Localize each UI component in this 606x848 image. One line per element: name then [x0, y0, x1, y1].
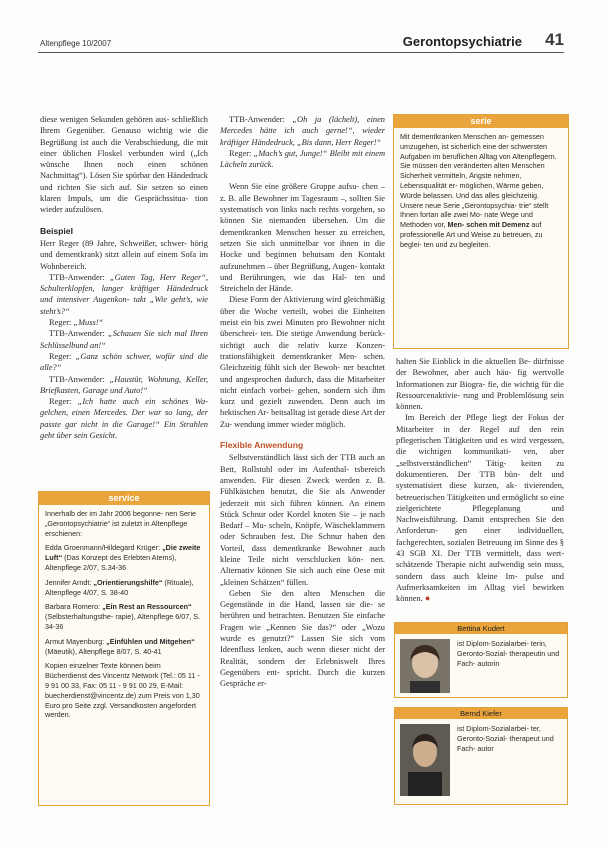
magazine-issue: Altenpflege 10/2007: [40, 39, 112, 48]
end-mark: ●: [424, 593, 431, 604]
dialogue-line: TTB-Anwender: „Oh ja (lächelt), einen Mercedes hätte ich auch gerne!“, wieder kräftiger Händedruck, „Bis dann, Herr Reger!“: [220, 115, 385, 147]
dialogue-line: TTB-Anwender: „Haustür, Wohnung, Keller, Briefkasten, Garage und Auto!“: [40, 374, 208, 395]
page-number: 41: [545, 30, 564, 49]
paragraph: Im Bereich der Pflege liegt der Fokus der Mitarbeiter in der Regel auf den rein pflegerischen Tätigkeiten und es wird vergessen, die wichtigen kommunikati- ven, aber „selbstverständlichen“ Tätig- keiten zu dokumentieren. Der TTB bün- delt und systematisiert diese kurzen, ak- tivierenden, betreuerischen Tätigkeiten und ermöglicht so eine zielgerichtete Pflegeplanung und Nachweisführung. Damit entsprechen Sie den Anforderun- gen einer individuellen, fachgerechten, sozialen Betreuung im Sinne des § 43 SGB XI. Der TTB vermittelt, dass wert- schätzende Therapie nicht aufwendig sein muss, sondern dass auch kleine Im- pulse und Aufmerksamkeiten im Alltag viel bewirken können. ●: [396, 413, 564, 604]
author-bio: ist Diplom-Sozialarbei- ter, Geronto-Sozial- therapeut und Fach- autor: [457, 724, 554, 753]
author-photo: [400, 639, 450, 693]
dialogue-line: TTB-Anwender: „Guten Tag, Herr Reger“, Schulterklopfen, langer kräftiger Händedruck und intensiver Augenkon- takt „Wie geht’s, wie steht’s?“: [40, 272, 208, 316]
paragraph: Herr Reger (89 Jahre, Schweißer, schwer- hörig und dementkrank) sitzt allein auf einem Sofa im Wohnbereich.: [40, 238, 208, 271]
service-item: Armut Mayenburg: „Einfühlen und Mitgehen“ (Mäeutik), Altenpflege 8/07, S. 40-41: [45, 636, 195, 656]
serie-box: [393, 114, 569, 349]
dialogue-line: Reger: „Muss!“: [49, 318, 104, 328]
header-rule: [38, 52, 564, 53]
dialogue-line: TTB-Anwender: „Schauen Sie sich mal Ihren Schlüsselbund an!“: [40, 329, 208, 350]
service-item: Edda Groenmann/Hildegard Krüger: „Die zweite Luft“ (Das Konzept des Erlebten Atems), Altenpflege 2/07, S.34-36: [45, 543, 201, 572]
paragraph: Diese Form der Aktivierung wird gleichmäßig über die Woche verteilt, wobei die Einheiten meist ein bis zwei Minuten pro Bewohner nicht überschrei- ten. Die stetige Anwendung berück- sichtigt auch die relativ kurze Konzen- trationsfähigkeit dementkranker Men- schen. Gleichzeitig fühlt sich der Bewoh- ner beachtet und angesprochen dadurch, dass die Mitarbeiter nicht einfach vorbei- gehen, sondern sich ihm kurz und gezielt zuwenden. Denn auch im hektischen Ar- beitsalltag ist gerade diese Art der Zu- wendung immer wieder möglich.: [220, 295, 385, 429]
paragraph: Selbstverständlich lässt sich der TTB auch an Bett, Rollstuhl oder im Aufenthal- tsbereich anwenden. Für diesen Zweck werden z. B. Fühlkästchen benutzt, die Sie als Anwender jederzeit mit sich führen können. An einem Stück Schnur oder Kordel knoten Sie – je nach Bedarf – Mu- scheln, Knöpfe, Wäscheklammern oder Schrauben fest. Die Schnur haben den Vorteil, dass dementkranke Bewohner auch kleine Teile nicht verschlucken kön- nen. Alternativ können Sie sich auch eine Oese mit „kleinen Schätzen“ füllen.: [220, 453, 385, 587]
service-item: Barbara Romero: „Ein Rest an Ressourcen“ (Selbsterhaltungsthe- rapie), Altenpflege 6/07, S. 34-36: [45, 602, 201, 631]
dialogue-line: Reger: „Ich hatte auch ein schönes Wa- gelchen, einen Mercedes. Der war so lang, der passte gar nicht in die Garage!“ Ein Strahlen geht über sein Gesicht.: [40, 397, 208, 441]
paragraph: Wenn Sie eine größere Gruppe aufsu- chen – z. B. alle Bewohner im Tagesraum –, sollten Sie systematisch von links nach rechts vorgehen, so können Sie niemanden übersehen. Um die dementkranken Menschen besser zu erreichen, setzen Sie sich unmittelbar vor ihnen in die Hocke und beginnen behutsam den Kontakt aufzunehmen – über Begrüßung, Augen- kontakt und Berührungen, wie das Hal- ten und Streicheln der Hände.: [220, 182, 385, 294]
service-footer: Kopien einzelner Texte können beim Bücherdienst des Vincentz Network (Tel.: 05 11 - 9 91 00 33, Fax: 05 11 - 9 91 00 29, E-Mail: buecherdienst@vincentz.de) zum Preis von 1,30 Euro pro Seite zzgl. Versandkosten angefordert werden.: [45, 661, 200, 720]
author-photo: [400, 724, 450, 796]
author-bio: ist Diplom-Sozialarbei- terin, Geronto-Sozial- therapeutin und Fach- autorin: [457, 639, 560, 668]
service-box-title: service: [39, 492, 209, 505]
author-box: [394, 622, 568, 698]
service-intro: Innerhalb der im Jahr 2006 begonne- nen Serie „Gerontopsychiatrie“ ist zuletzt in Altenpflege erschienen:: [45, 509, 197, 538]
flexible-heading: Flexible Anwendung: [220, 440, 304, 451]
dialogue-line: Reger: „Mach’s gut, Junge!“ Bleibt mit einem Lächeln zurück.: [220, 148, 385, 170]
column-2: [220, 114, 385, 690]
section-title: Gerontopsychiatrie: [402, 34, 522, 49]
author-box: [394, 707, 568, 805]
example-heading: Beispiel: [40, 225, 73, 236]
dialogue-line: Reger: „Ganz schön schwer, wofür sind die alle?“: [40, 351, 208, 373]
column-3: [396, 356, 564, 605]
serie-text: Mit dementkranken Menschen an- gemessen umzugehen, ist sicherlich eine der schwersten Aufgaben im beruflichen Alltag von Altenpflegern. Sie müssen den veränderten alten Menschen Sicherheit vermitteln, Ängste nehmen, Lebensqualität er- möglichen, Wärme geben, Würde belassen. Und das alles gleichzeitig. Unsere neue Serie „Gerontopsychia- trie“ stellt Ihnen fortan alle zwei Mo- nate Wege und Methoden vor, Men- schen mit Demenz auf professionelle Art und Weise zu betreuen, zu beglei- ten und zu begleiten.: [400, 132, 557, 249]
paragraph: Geben Sie den alten Menschen die Gegenstände in die Hand, lassen sie die- se berühren und betrachten. Benutzen Sie einfache Fragen wie „Kennen Sie das?“ oder „Wozu wurde es genutzt?“ Lassen Sie sich vom Ideenfluss lenken, auch wenn dieser nicht der Realität, sondern der Erlebniswelt Ihres Gegenübers ent- spricht. Durch die kurzen Gespräche er-: [220, 588, 385, 689]
service-item: Jennifer Arndt: „Orientierungshilfe“ (Rituale), Altenpflege 4/07, S. 38-40: [45, 577, 194, 597]
column-1: [40, 114, 208, 441]
paragraph: diese wenigen Sekunden gehören aus- schließlich Ihrem Gegenüber. Genauso wichtig wie die Begrüßung ist auch die Verabschiedung, die mit einer üblichen Floskel verbunden wird („Ich wünsche Ihnen noch einen schönen Nachmittag“). Lösen Sie spürbar den Händedruck und richten Sie sich auf. Sie setzen so einen klaren Impuls, um die Gesprächssitua- tion wieder aufzulösen.: [40, 115, 208, 215]
paragraph: halten Sie Einblick in die aktuellen Be- dürfnisse der Bewohner, aber auch häu- fig wertvolle Informationen zur Biogra- fie, die wichtig für die Ressourcenaktivie- rung und Problemlösung sein können.: [396, 357, 564, 412]
author-name: Bettina Kudert: [395, 623, 567, 634]
author-name: Bernd Kiefer: [395, 708, 567, 719]
service-box: [38, 491, 210, 806]
serie-box-title: serie: [394, 115, 568, 128]
